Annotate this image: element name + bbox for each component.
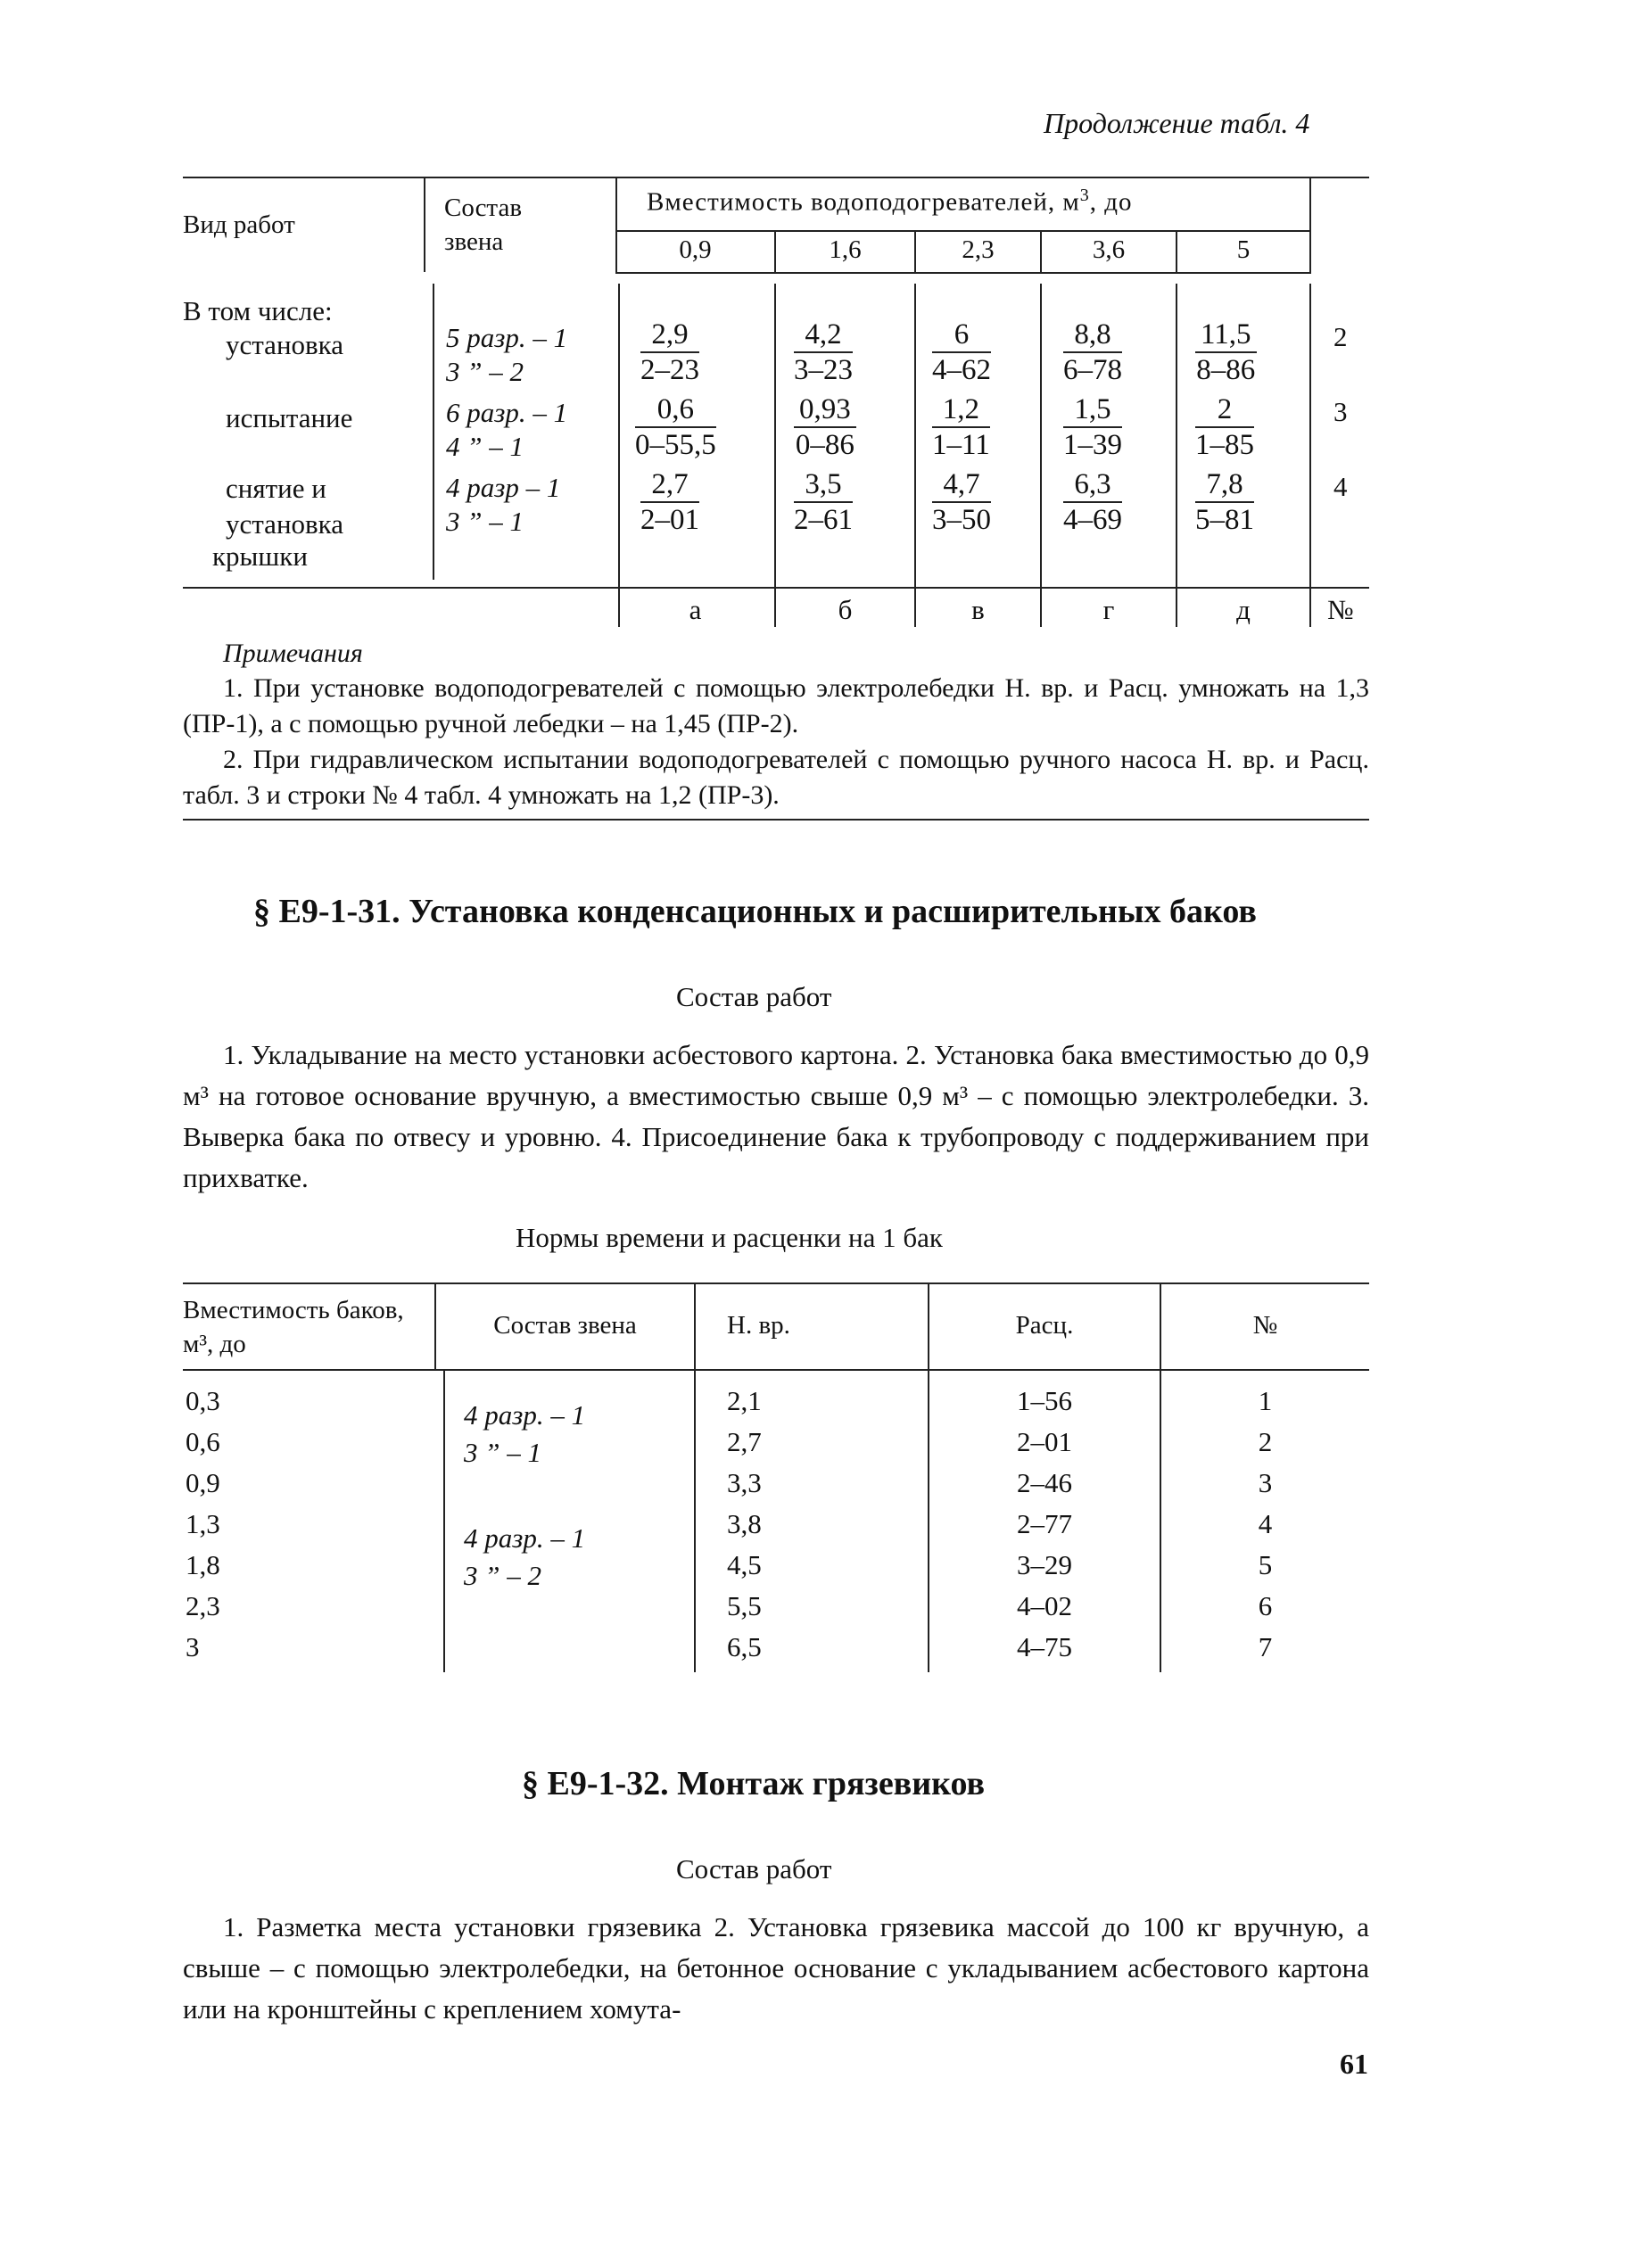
cell-value: $\frac{7,8}{5-81}$: [1195, 468, 1254, 536]
row-number: 2: [1333, 321, 1348, 352]
cell-value: $\frac{3,5}{2-61}$: [794, 468, 853, 536]
row-name: испытание: [226, 402, 353, 433]
cell-value: $\frac{4,2}{3-23}$: [794, 318, 853, 386]
section-text: 1. Разметка места установки грязевика 2. Установка грязевика массой до 100 кг вручную, а свыше – с помощью электролебедки, на бетонное основание с укладыванием асбестового картона или на кронштейны с креплением хомута-: [183, 1911, 1369, 2025]
cell-value: $\frac{1,2}{1-11}$: [932, 393, 990, 461]
header-col-4: 5: [1236, 235, 1251, 264]
header-crew: Состав звена: [493, 1311, 637, 1340]
row-crew: 6 разр. – 1 4 ” – 1: [446, 397, 568, 462]
footer-letter: а: [689, 594, 702, 625]
section-title: § Е9-1-32. Монтаж грязевиков: [522, 1765, 986, 1802]
table-title: Нормы времени и расценки на 1 бак: [516, 1222, 943, 1253]
note-1: 1. При установке водоподогревателей с помощью электролебедки Н. вр. и Расц. умножать на 1,3 (ПР-1), а с помощью ручной лебедки – на 1,45 (ПР-2).: [183, 673, 1369, 738]
note-2: 2. При гидравлическом испытании водоподогревателей с помощью ручного насоса Н. вр. и Расц. табл. 3 и строки № 4 табл. 4 умножать на 1,2 (ПР-3).: [183, 745, 1369, 810]
header-work-type: Вид работ: [183, 210, 295, 239]
section-text: 1. Укладывание на место установки асбестового картона. 2. Установка бака вместимостью до 0,9 м³ на готовое основание вручную, а вместимостью свыше 0,9 м³ – с помощью электролебедки. 3. Выверка бака по отвесу и уровню. 4. Присоединение бака к трубопроводу с поддерживанием при прихватке.: [183, 1039, 1369, 1193]
footer-letter: д: [1236, 594, 1251, 625]
header-col-2: 2,3: [962, 235, 995, 264]
column-no: 1 2 3 4 5 6 7: [1258, 1385, 1273, 1662]
row-name-cont: крышки: [212, 540, 308, 572]
column-capacity: 0,3 0,6 0,9 1,3 1,8 2,3 3: [186, 1385, 220, 1662]
cell-value: $\frac{2,7}{2-01}$: [640, 468, 699, 536]
column-rate: 1–56 2–01 2–46 2–77 3–29 4–02 4–75: [1017, 1385, 1072, 1662]
row-number: 4: [1333, 471, 1348, 502]
row-number: 3: [1333, 396, 1348, 427]
row-crew: 4 разр – 1 3 ” – 1: [446, 472, 561, 537]
row-intro: В том числе:: [183, 295, 333, 326]
cell-value: $\frac{6,3}{4-69}$: [1063, 468, 1122, 536]
cell-value: $\frac{2}{1-85}$: [1195, 393, 1254, 461]
continuation-caption: Продолжение табл. 4: [1044, 107, 1310, 139]
column-norm: 2,1 2,7 3,3 3,8 4,5 5,5 6,5: [727, 1385, 762, 1662]
cell-value: $\frac{0,93}{0-86}$: [795, 393, 855, 461]
cell-value: $\frac{8,8}{6-78}$: [1063, 318, 1122, 386]
footer-letter: б: [838, 594, 853, 625]
cell-value: $\frac{4,7}{3-50}$: [932, 468, 991, 536]
header-rate: Расц.: [1015, 1311, 1074, 1340]
header-capacity: Вместимость баков, м³, до: [183, 1296, 404, 1358]
header-col-1: 1,6: [829, 235, 862, 264]
notes-divider: [183, 819, 1369, 821]
section-subtitle: Состав работ: [676, 981, 832, 1012]
header-col-0: 0,9: [679, 235, 712, 264]
footer-letter: в: [971, 594, 985, 625]
section-subtitle: Состав работ: [676, 1853, 832, 1885]
footer-letter: г: [1102, 594, 1115, 625]
footer-no: №: [1327, 594, 1354, 625]
header-norm: Н. вр.: [727, 1311, 790, 1340]
cell-value: $\frac{11,5}{8-86}$: [1196, 318, 1256, 386]
notes-title: Примечания: [223, 639, 363, 668]
cell-value: $\frac{0,6}{0-55,5}$: [635, 393, 716, 461]
cell-value: $\frac{6}{4-62}$: [932, 318, 991, 386]
page-number: 61: [1340, 2048, 1368, 2080]
header-col-3: 3,6: [1092, 235, 1126, 264]
header-capacity: Вместимость водоподогревателей, $м^3$, до: [647, 186, 1133, 217]
header-no: №: [1252, 1311, 1278, 1340]
cell-value: $\frac{2,9}{2-23}$: [640, 318, 699, 386]
cell-value: $\frac{1,5}{1-39}$: [1063, 393, 1122, 461]
crew-group-1: 4 разр. – 1 3 ” – 1: [464, 1399, 586, 1468]
row-name: установка: [226, 329, 344, 360]
header-crew: Состав звена: [444, 194, 523, 256]
row-name: снятие и установка: [226, 473, 344, 540]
row-crew: 5 разр. – 1 3 ” – 2: [446, 322, 568, 387]
crew-group-2: 4 разр. – 1 3 ” – 2: [464, 1522, 586, 1591]
section-title: § Е9-1-31. Установка конденсационных и расширительных баков: [253, 893, 1257, 930]
